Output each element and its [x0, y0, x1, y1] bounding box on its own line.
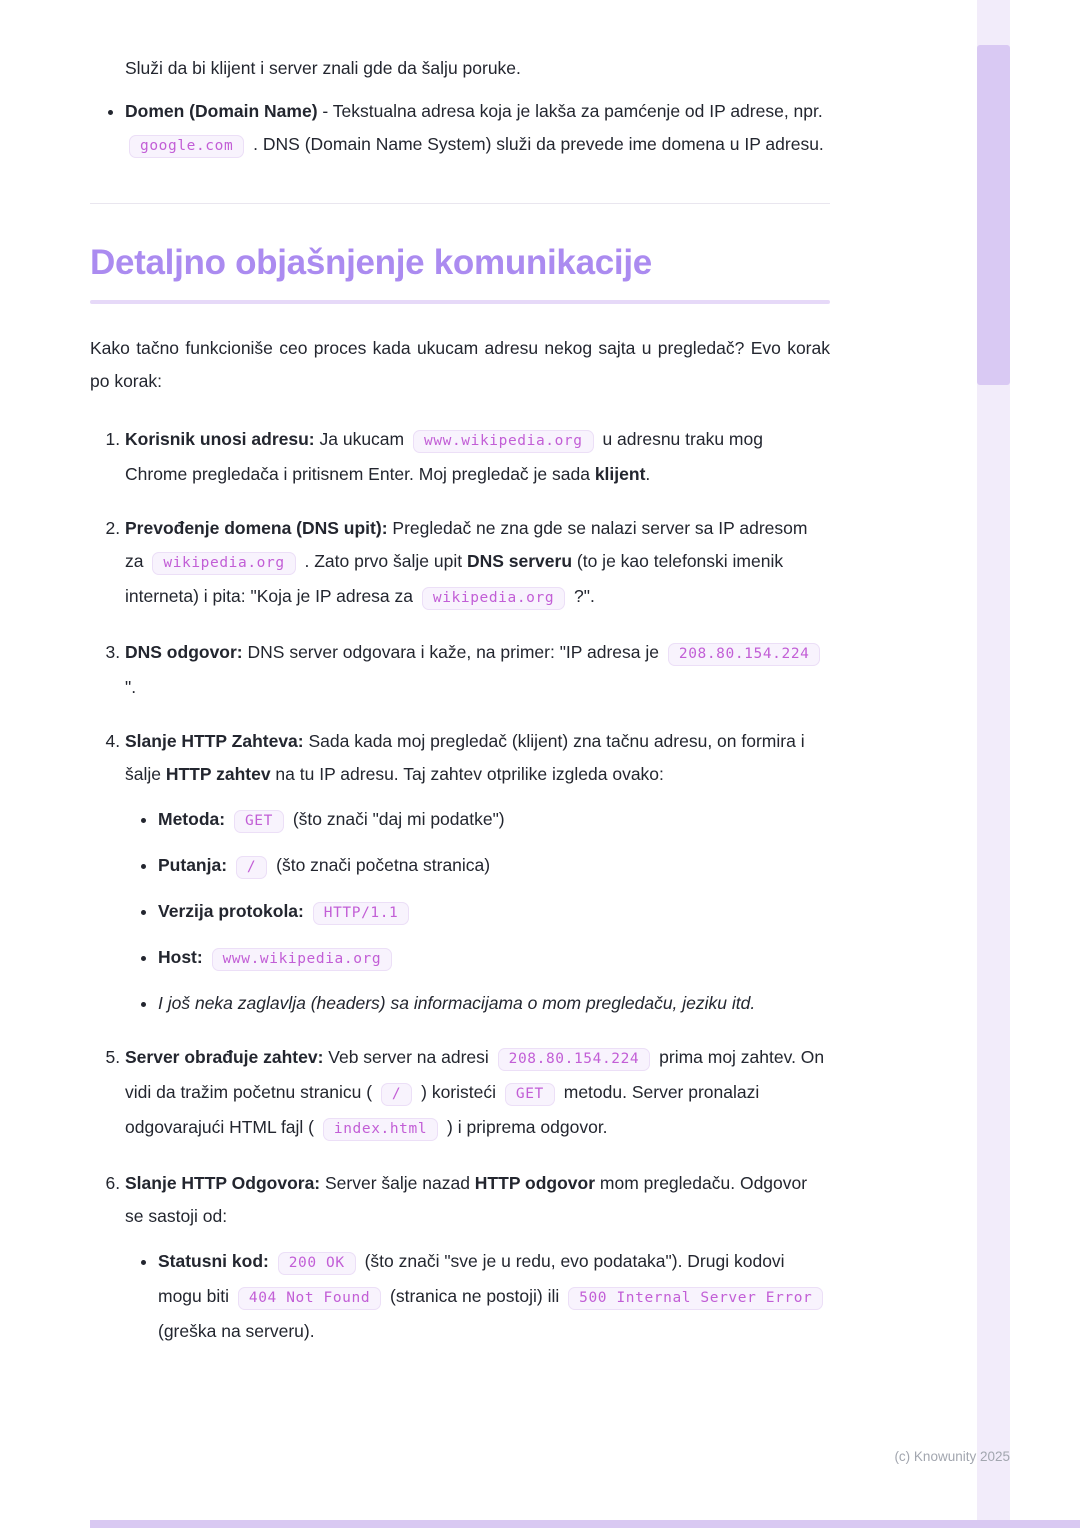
text-run: ) koristeći	[416, 1082, 501, 1102]
text-run: Prevođenje domena (DNS upit):	[125, 518, 388, 538]
step-item-1	[125, 423, 830, 491]
text-run	[203, 947, 208, 967]
step-text	[125, 1173, 807, 1226]
sub-item-protocol-version	[158, 895, 830, 930]
text-run: u adresnu traku mog Chrome pregledača i pritisnem Enter. Moj pregledač je sada	[125, 429, 763, 484]
text-run: metodu. Server pronalazi odgovarajući HTML fajl (	[125, 1082, 760, 1137]
inline-code-chip: /	[236, 856, 267, 879]
text-run	[227, 855, 232, 875]
document-body	[90, 0, 830, 1360]
step-text	[125, 518, 807, 606]
inline-code-chip: /	[381, 1083, 412, 1106]
inline-code-chip: 500 Internal Server Error	[568, 1287, 823, 1310]
text-run: na tu IP adresu. Taj zahtev otprilike izgleda ovako:	[270, 764, 664, 784]
inline-code-chip: GET	[505, 1083, 555, 1106]
text-run: ".	[125, 677, 137, 697]
text-run: prima moj zahtev. On vidi da tražim početnu stranicu (	[125, 1047, 825, 1102]
inline-code-chip: HTTP/1.1	[313, 902, 410, 925]
text-run: Server obrađuje zahtev:	[125, 1047, 324, 1067]
inline-code-chip: index.html	[323, 1118, 438, 1141]
lead-paragraph: Kako tačno funkcioniše ceo proces kada ukucam adresu nekog sajta u pregledač? Evo korak po korak:	[90, 338, 830, 391]
text-run: DNS server odgovara i kaže, na primer: "IP adresa je	[242, 642, 664, 662]
scrollbar-thumb[interactable]	[977, 45, 1010, 385]
text-run: Metoda:	[158, 809, 226, 829]
text-run: ) i priprema odgovor.	[442, 1117, 608, 1137]
request-parts-list	[125, 803, 830, 1020]
text-run: Slanje HTTP Odgovora:	[125, 1173, 321, 1193]
text-run: Domen (Domain Name)	[125, 101, 318, 121]
text-run: (što znači "daj mi podatke")	[287, 809, 505, 829]
list-item-domain	[125, 95, 830, 163]
inline-code-chip: 200 OK	[278, 1252, 356, 1275]
definition-bullet-list	[90, 95, 830, 163]
text-run: HTTP odgovor	[474, 1173, 596, 1193]
section-title: Detaljno objašnjenje komunikacije	[90, 243, 652, 282]
sub-item-headers-note	[158, 987, 830, 1020]
inline-code-chip: GET	[234, 810, 284, 833]
step-item-2	[125, 512, 830, 615]
text-run: I još neka zaglavlja (headers) sa informacijama o mom pregledaču, jeziku itd.	[158, 993, 756, 1013]
text-run: ?".	[569, 586, 595, 606]
step-text	[125, 731, 805, 784]
response-parts-list	[125, 1245, 830, 1348]
inline-code-chip: wikipedia.org	[152, 552, 295, 575]
text-run: (što znači "sve je u redu, evo podataka"). Drugi kodovi mogu biti	[158, 1251, 785, 1306]
step-text	[125, 1047, 824, 1137]
sub-item-host	[158, 941, 830, 976]
paragraph-continuation	[125, 0, 830, 85]
section-divider	[90, 203, 830, 204]
copyright-text: (c) Knowunity 2025	[894, 1449, 1010, 1464]
step-text	[125, 642, 824, 697]
text-run	[304, 901, 309, 921]
step-item-4	[125, 725, 830, 1020]
steps-list	[90, 423, 830, 1348]
step-item-3	[125, 636, 830, 704]
text-run: - Tekstualna adresa koja je lakša za pamćenje od IP adrese, npr.	[317, 101, 823, 121]
text-run: Server šalje nazad	[320, 1173, 475, 1193]
inline-code-chip: google.com	[129, 135, 244, 158]
text-run: Korisnik unosi adresu:	[125, 429, 315, 449]
inline-code-chip: 208.80.154.224	[498, 1048, 651, 1071]
text-run: Statusni kod:	[158, 1251, 269, 1271]
text-run: (što znači početna stranica)	[271, 855, 491, 875]
text-run: Ja ukucam	[314, 429, 409, 449]
page-bottom-accent	[90, 1520, 1080, 1528]
sub-item-status-code	[158, 1245, 830, 1348]
inline-code-chip: www.wikipedia.org	[212, 948, 393, 971]
text-run: Pregledač ne zna gde se nalazi server sa IP adresom za	[125, 518, 808, 571]
text-run: mom pregledaču. Odgovor se sastoji od:	[125, 1173, 808, 1226]
text-run: Služi da bi klijent i server znali gde da šalju poruke.	[125, 58, 521, 78]
text-run: .	[645, 464, 651, 484]
text-run: klijent	[594, 464, 646, 484]
text-run: (greška na serveru).	[158, 1321, 315, 1341]
text-run: Veb server na adresi	[323, 1047, 494, 1067]
text-run: HTTP zahtev	[165, 764, 271, 784]
text-run: (stranica ne postoji) ili	[385, 1286, 565, 1306]
text-run: Slanje HTTP Zahteva:	[125, 731, 304, 751]
inline-code-chip: 208.80.154.224	[668, 643, 821, 666]
step-item-5	[125, 1041, 830, 1146]
step-item-6	[125, 1167, 830, 1348]
text-run	[269, 1251, 274, 1271]
sub-item-path	[158, 849, 830, 884]
text-run: Verzija protokola:	[158, 901, 304, 921]
text-run	[225, 809, 230, 829]
scrollbar-track[interactable]	[977, 0, 1010, 1528]
step-text	[125, 429, 763, 484]
text-run: . DNS (Domain Name System) služi da prevede ime domena u IP adresu.	[248, 134, 824, 154]
text-run: Putanja:	[158, 855, 228, 875]
text-run: Sada kada moj pregledač (klijent) zna tačnu adresu, on formira i šalje	[125, 731, 805, 784]
inline-code-chip: www.wikipedia.org	[413, 430, 594, 453]
text-run: DNS serveru	[466, 551, 573, 571]
title-underline	[90, 300, 830, 304]
text-run: (to je kao telefonski imenik interneta) i pita: "Koja je IP adresa za	[125, 551, 784, 606]
sub-item-method	[158, 803, 830, 838]
inline-code-chip: wikipedia.org	[422, 587, 565, 610]
text-run: . Zato prvo šalje upit	[299, 551, 467, 571]
text-run: Host:	[158, 947, 203, 967]
inline-code-chip: 404 Not Found	[238, 1287, 381, 1310]
text-run: DNS odgovor:	[125, 642, 243, 662]
